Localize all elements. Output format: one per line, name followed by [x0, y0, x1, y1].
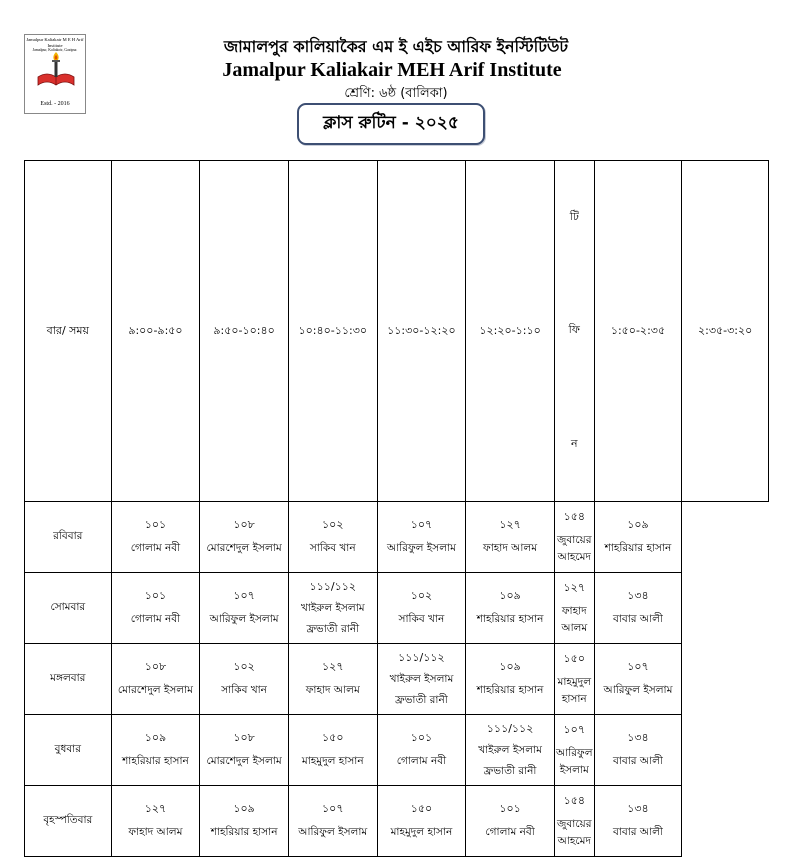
- routine-cell: [377, 573, 466, 644]
- routine-cell: [554, 644, 594, 715]
- break-letter: টি: [569, 210, 579, 224]
- routine-cell: [554, 502, 594, 573]
- routine-cell: [594, 573, 682, 644]
- routine-cell: [466, 644, 555, 715]
- routine-cell: [288, 502, 377, 573]
- day-cell: রবিবার: [25, 502, 112, 573]
- routine-cell: [111, 644, 200, 715]
- routine-cell: [554, 786, 594, 857]
- routine-cell: [466, 786, 555, 857]
- teacher-name: আরিফুল ইসলাম: [556, 746, 593, 776]
- teacher-name: বাবার আলী: [612, 826, 663, 838]
- period-header: ১০:৪০-১১:৩০: [288, 161, 377, 502]
- room-number: ১২৭: [144, 802, 167, 815]
- class-label: শ্রেণি: ৬ষ্ঠ (বালিকা): [344, 86, 448, 101]
- room-number: ১৫০: [322, 731, 344, 744]
- routine-cell: [200, 573, 289, 644]
- routine-cell: [200, 644, 289, 715]
- teacher-name: আরিফুল ইসলাম: [386, 542, 456, 554]
- period-header: ৯:৫০-১০:৪০: [200, 161, 289, 502]
- room-number: ১০৭: [322, 802, 344, 815]
- routine-cell: [111, 502, 200, 573]
- teacher-name: সাকিব খান: [221, 684, 267, 696]
- room-number: ১২৭: [563, 580, 585, 594]
- routine-cell: [466, 573, 555, 644]
- table-row: [25, 644, 769, 715]
- room-number: ১০১: [144, 589, 167, 602]
- period-header: ১১:৩০-১২:২০: [377, 161, 466, 502]
- teacher-name: খাইরুল ইসলাম: [389, 672, 454, 685]
- tiffin-break-column: [554, 161, 594, 502]
- break-letter: ন: [570, 436, 578, 450]
- teacher-name: মোরশেদুল ইসলাম: [206, 542, 282, 554]
- day-cell: বৃহস্পতিবার: [25, 786, 112, 857]
- period-header: ১২:২০-১:১০: [466, 161, 555, 502]
- room-number: ১৩৪: [627, 802, 649, 815]
- room-number: ১০২: [233, 660, 255, 673]
- routine-cell: [377, 644, 466, 715]
- table-row: [25, 502, 769, 573]
- room-number: ১০৭: [627, 660, 649, 673]
- teacher-name: ফাহাদ আলম: [483, 542, 538, 554]
- teacher-name: আরিফুল ইসলাম: [209, 613, 279, 625]
- routine-cell: [200, 715, 289, 786]
- room-number: ১৫০: [410, 802, 433, 815]
- routine-cell: [288, 715, 377, 786]
- teacher-name: সাকিব খান: [398, 613, 445, 625]
- room-number: ১০৯: [627, 518, 649, 531]
- teacher-name: ফ্রভাতী রানী: [395, 693, 448, 706]
- room-number: ১০৮: [233, 518, 255, 531]
- teacher-name: শাহরিয়ার হাসান: [476, 684, 544, 696]
- teacher-name: মাহমুদুল হাসান: [390, 826, 453, 838]
- room-number: ১০১: [144, 518, 167, 531]
- routine-cell: [466, 502, 555, 573]
- institute-name-english: Jamalpur Kaliakair MEH Arif Institute: [222, 59, 562, 81]
- teacher-name: ফাহাদ আলম: [561, 604, 588, 634]
- teacher-name: শাহরিয়ার হাসান: [476, 613, 544, 625]
- teacher-name: বাবার আলী: [612, 613, 663, 625]
- routine-cell: [111, 573, 200, 644]
- table-header-row: [25, 161, 769, 502]
- room-number: ১২৭: [322, 660, 344, 673]
- room-number: ১১১/১১২: [309, 579, 357, 593]
- book-torch-icon: [33, 51, 79, 91]
- teacher-name: জুবায়ের আহমেদ: [557, 533, 592, 563]
- routine-cell: [554, 573, 594, 644]
- routine-cell: [377, 786, 466, 857]
- teacher-name: গোলাম নবী: [130, 613, 181, 625]
- teacher-name: মাহমুদুল হাসান: [301, 755, 364, 767]
- room-number: ১০৭: [410, 518, 433, 531]
- routine-cell: [594, 502, 682, 573]
- logo-address-text: Jamalpur, Kaliakoir, Gazipur.: [32, 48, 78, 52]
- teacher-name: শাহরিয়ার হাসান: [210, 826, 278, 838]
- routine-cell: [288, 786, 377, 857]
- room-number: ১৫০: [563, 651, 585, 665]
- teacher-name: আরিফুল ইসলাম: [298, 826, 368, 838]
- routine-cell: [200, 502, 289, 573]
- teacher-name: খাইরুল ইসলাম: [300, 601, 365, 614]
- teacher-name: শাহরিয়ার হাসান: [122, 755, 189, 767]
- table-row: [25, 786, 769, 857]
- room-number: ১০১: [410, 731, 433, 744]
- routine-cell: [594, 715, 682, 786]
- room-number: ১০২: [322, 518, 344, 531]
- teacher-name: মাহমুদুল হাসান: [557, 675, 592, 705]
- institute-name-bangla: জামালপুর কালিয়াকৈর এম ই এইচ আরিফ ইনস্টিটিউট: [223, 37, 569, 56]
- room-number: ১০৯: [499, 660, 521, 673]
- routine-cell: [554, 715, 594, 786]
- teacher-name: গোলাম নবী: [396, 755, 447, 767]
- teacher-name: ফাহাদ আলম: [128, 826, 183, 838]
- room-number: ১০২: [410, 589, 433, 602]
- routine-cell: [288, 573, 377, 644]
- room-number: ১০৯: [144, 731, 167, 744]
- room-number: ১২৭: [499, 518, 521, 531]
- period-header: ৯:০০-৯:৫০: [111, 161, 200, 502]
- period-header: ১:৫০-২:৩৫: [594, 161, 682, 502]
- routine-title-box: [297, 103, 485, 145]
- table-row: [25, 573, 769, 644]
- teacher-name: ফ্রভাতী রানী: [483, 764, 537, 777]
- teacher-name: খাইরুল ইসলাম: [478, 743, 542, 756]
- teacher-name: গোলাম নবী: [485, 826, 535, 838]
- teacher-name: জুবায়ের আহমেদ: [557, 817, 592, 847]
- teacher-name: ফ্রভাতী রানী: [306, 622, 360, 635]
- room-number: ১০১: [499, 802, 521, 815]
- room-number: ১০৯: [499, 589, 521, 602]
- room-number: ১০৮: [144, 660, 167, 673]
- room-number: ১০৭: [563, 722, 585, 736]
- room-number: ১৩৪: [627, 589, 649, 602]
- routine-cell: [377, 502, 466, 573]
- day-cell: মঙ্গলবার: [25, 644, 112, 715]
- break-letter: ফি: [568, 323, 580, 337]
- day-time-header: বার/ সময়: [25, 161, 112, 502]
- teacher-name: গোলাম নবী: [130, 542, 181, 554]
- routine-cell: [594, 786, 682, 857]
- table-row: [25, 715, 769, 786]
- room-number: ১৩৪: [627, 731, 649, 744]
- teacher-name: সাকিব খান: [309, 542, 356, 554]
- class-routine-table: [24, 160, 769, 857]
- room-number: ১১১/১১২: [398, 650, 445, 664]
- teacher-name: বাবার আলী: [612, 755, 663, 767]
- room-number: ১০৭: [233, 589, 255, 602]
- routine-cell: [466, 715, 555, 786]
- routine-cell: [377, 715, 466, 786]
- logo-name-text: Jamalpur Kaliakair M E H Arif Institute: [26, 37, 84, 48]
- routine-title: ক্লাস রুটিন - ২০২৫: [323, 113, 459, 133]
- room-number: ১১১/১১২: [486, 721, 534, 735]
- teacher-name: মোরশেদুল ইসলাম: [117, 684, 194, 696]
- routine-cell: [288, 644, 377, 715]
- room-number: ১৫৪: [563, 509, 585, 523]
- room-number: ১০৯: [233, 802, 255, 815]
- room-number: ১০৮: [233, 731, 255, 744]
- teacher-name: শাহরিয়ার হাসান: [604, 542, 672, 554]
- institute-logo: [24, 34, 86, 114]
- routine-cell: [111, 715, 200, 786]
- teacher-name: ফাহাদ আলম: [305, 684, 360, 696]
- day-cell: সোমবার: [25, 573, 112, 644]
- logo-estd-text: Estd. - 2016: [40, 101, 70, 107]
- period-header: ২:৩৫-৩:২০: [682, 161, 769, 502]
- room-number: ১৫৪: [563, 793, 585, 807]
- teacher-name: আরিফুল ইসলাম: [603, 684, 673, 696]
- routine-cell: [200, 786, 289, 857]
- routine-cell: [594, 644, 682, 715]
- day-cell: বুধবার: [25, 715, 112, 786]
- teacher-name: মোরশেদুল ইসলাম: [206, 755, 282, 767]
- routine-cell: [111, 786, 200, 857]
